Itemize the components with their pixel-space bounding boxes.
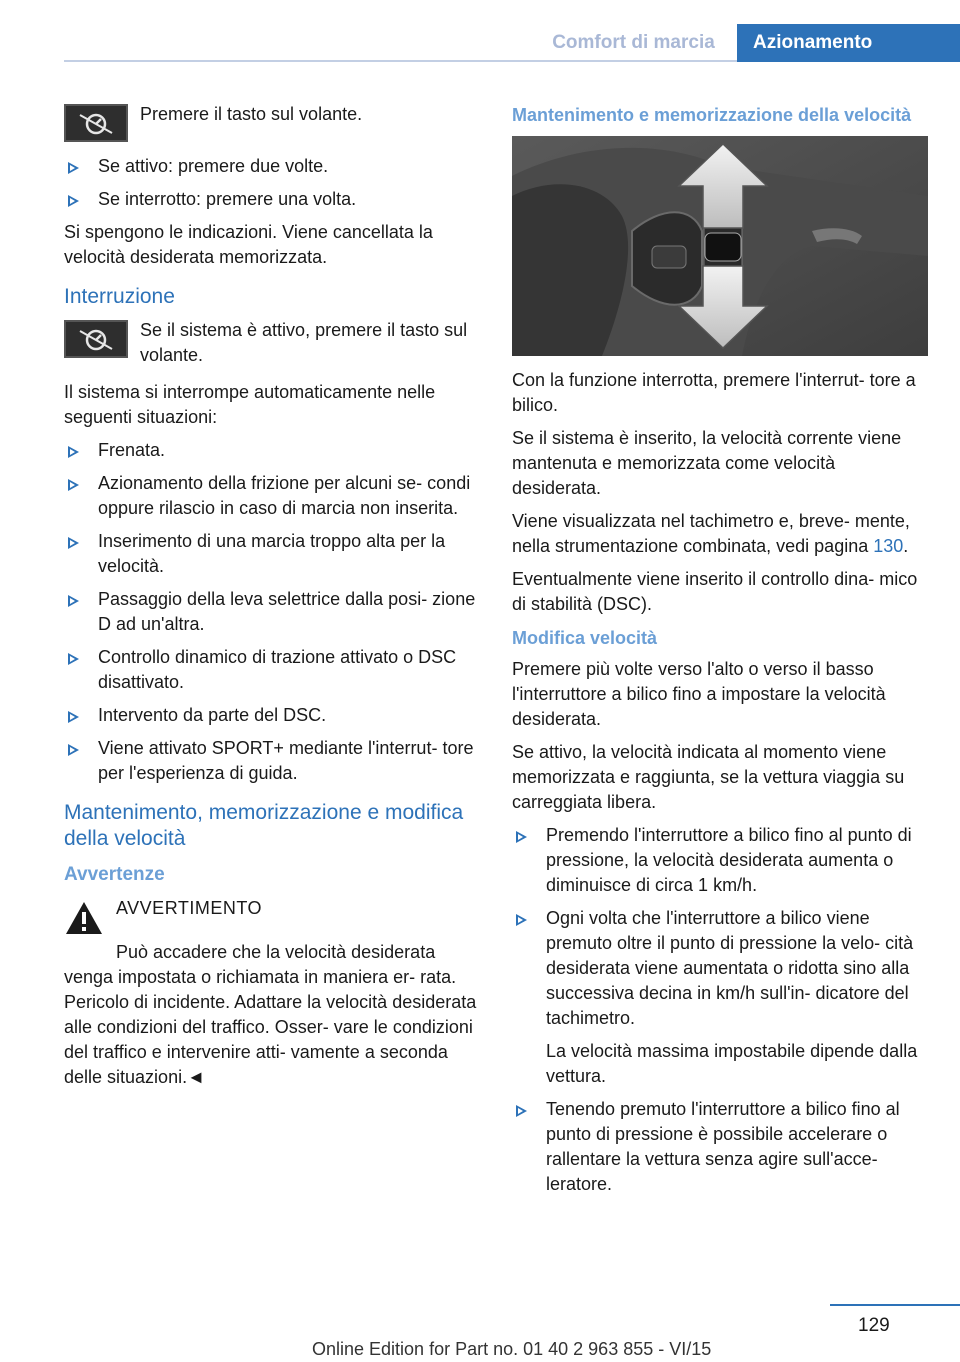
edition-footer: Online Edition for Part no. 01 40 2 963 855 - VI/15 xyxy=(312,1339,712,1359)
intro-row xyxy=(64,102,480,142)
section-tab-comfort[interactable]: Comfort di marcia xyxy=(552,32,715,53)
warnings-heading: Avvertenze xyxy=(64,864,165,885)
warning-title: AVVERTIMENTO xyxy=(116,898,263,918)
cruise-control-button-icon xyxy=(64,320,128,358)
interruption-row xyxy=(64,318,480,368)
list-item: Se attivo: premere due volte. xyxy=(64,154,480,179)
page-link[interactable]: 130 xyxy=(873,536,904,556)
section-tab-azionamento[interactable]: Azionamento xyxy=(737,24,960,62)
maintenance-heading: Mantenimento, memorizzazione e modifica della velocità xyxy=(64,801,464,850)
paragraph-text: . xyxy=(903,536,909,556)
list-item: Controllo dinamico di trazione attivato o DSC disattivato. xyxy=(64,645,480,695)
paragraph: Eventualmente viene inserito il controllo dina- mico di stabilità (DSC). xyxy=(512,569,918,614)
paragraph: Premere più volte verso l'alto o verso il basso l'interruttore a bilico fino a impostare la velocità desiderata. xyxy=(512,659,886,729)
page-number: 129 xyxy=(858,1315,890,1336)
auto-interrupt-paragraph: Il sistema si interrompe automaticamente nelle seguenti situazioni: xyxy=(64,382,436,427)
intro-text: Premere il tasto sul volante. xyxy=(140,104,363,124)
list-item: Tenendo premuto l'interruttore a bilico fino al punto di pressione è possibile accelerare o rallentare la vettura senza agire sull'acce- leratore. xyxy=(512,1097,928,1197)
maintain-store-heading: Mantenimento e memorizzazione della velocità xyxy=(512,105,912,125)
paragraph: Con la funzione interrotta, premere l'interrut- tore a bilico. xyxy=(512,370,916,415)
right-column xyxy=(512,102,928,1205)
paragraph: Se attivo, la velocità indicata al momento viene memorizzata e raggiunta, se la vettura viaggia su carreggiata libera. xyxy=(512,742,905,812)
list-item: Frenata. xyxy=(64,438,480,463)
list-item: Viene attivato SPORT+ mediante l'interrut- tore per l'esperienza di guida. xyxy=(64,736,480,786)
list-item: Se interrotto: premere una volta. xyxy=(64,187,480,212)
left-column xyxy=(64,102,480,1098)
list-item: Premendo l'interruttore a bilico fino al punto di pressione, la velocità desiderata aumenta o diminuisce di circa 1 km/h. xyxy=(512,823,928,898)
modify-bullets xyxy=(512,823,928,1031)
list-item: Intervento da parte del DSC. xyxy=(64,703,480,728)
warning-block xyxy=(64,896,480,936)
cruise-control-button-icon xyxy=(64,104,128,142)
paragraph: Se il sistema è inserito, la velocità corrente viene mantenuta e memorizzata come velocità desiderata. xyxy=(512,428,902,498)
list-item: Passaggio della leva selettrice dalla posi- zione D ad un'altra. xyxy=(64,587,480,637)
interruption-text: Se il sistema è attivo, premere il tasto sul volante. xyxy=(140,320,468,365)
paragraph-text: Viene visualizzata nel tachimetro e, breve- mente, nella strumentazione combinata, vedi pagina xyxy=(512,511,910,556)
warning-triangle-icon xyxy=(64,900,104,936)
warning-text: Può accadere che la velocità desiderata venga impostata o richiamata in maniera er- rata. Pericolo di incidente. Adattare la velocità desiderata alle condizioni del traffico. Osser- vare le condizioni del traffico e intervenire atti- vamente a seconda delle situazioni.◄ xyxy=(64,942,477,1087)
list-item: Azionamento della frizione per alcuni se- condi oppure rilascio in caso di marcia non inserita. xyxy=(64,471,480,521)
list-item: Ogni volta che l'interruttore a bilico viene premuto oltre il punto di pressione la velo- cità desiderata viene aumentata o ridotta sino alla successiva decina in km/h sull'in- dicatore del tachimetro. xyxy=(512,906,928,1031)
auto-interrupt-bullets xyxy=(64,438,480,786)
bullet-sub-note: La velocità massima impostabile dipende dalla vettura. xyxy=(546,1041,918,1086)
interruption-heading: Interruzione xyxy=(64,285,175,308)
steering-wheel-rocker-switch-image xyxy=(512,136,928,356)
intro-bullets xyxy=(64,154,480,212)
modify-speed-heading: Modifica velocità xyxy=(512,628,658,648)
list-item: Inserimento di una marcia troppo alta per la velocità. xyxy=(64,529,480,579)
modify-bullets-2 xyxy=(512,1097,928,1197)
paragraph xyxy=(512,509,928,559)
footer-rule xyxy=(830,1304,960,1306)
intro-paragraph: Si spengono le indicazioni. Viene cancellata la velocità desiderata memorizzata. xyxy=(64,222,433,267)
